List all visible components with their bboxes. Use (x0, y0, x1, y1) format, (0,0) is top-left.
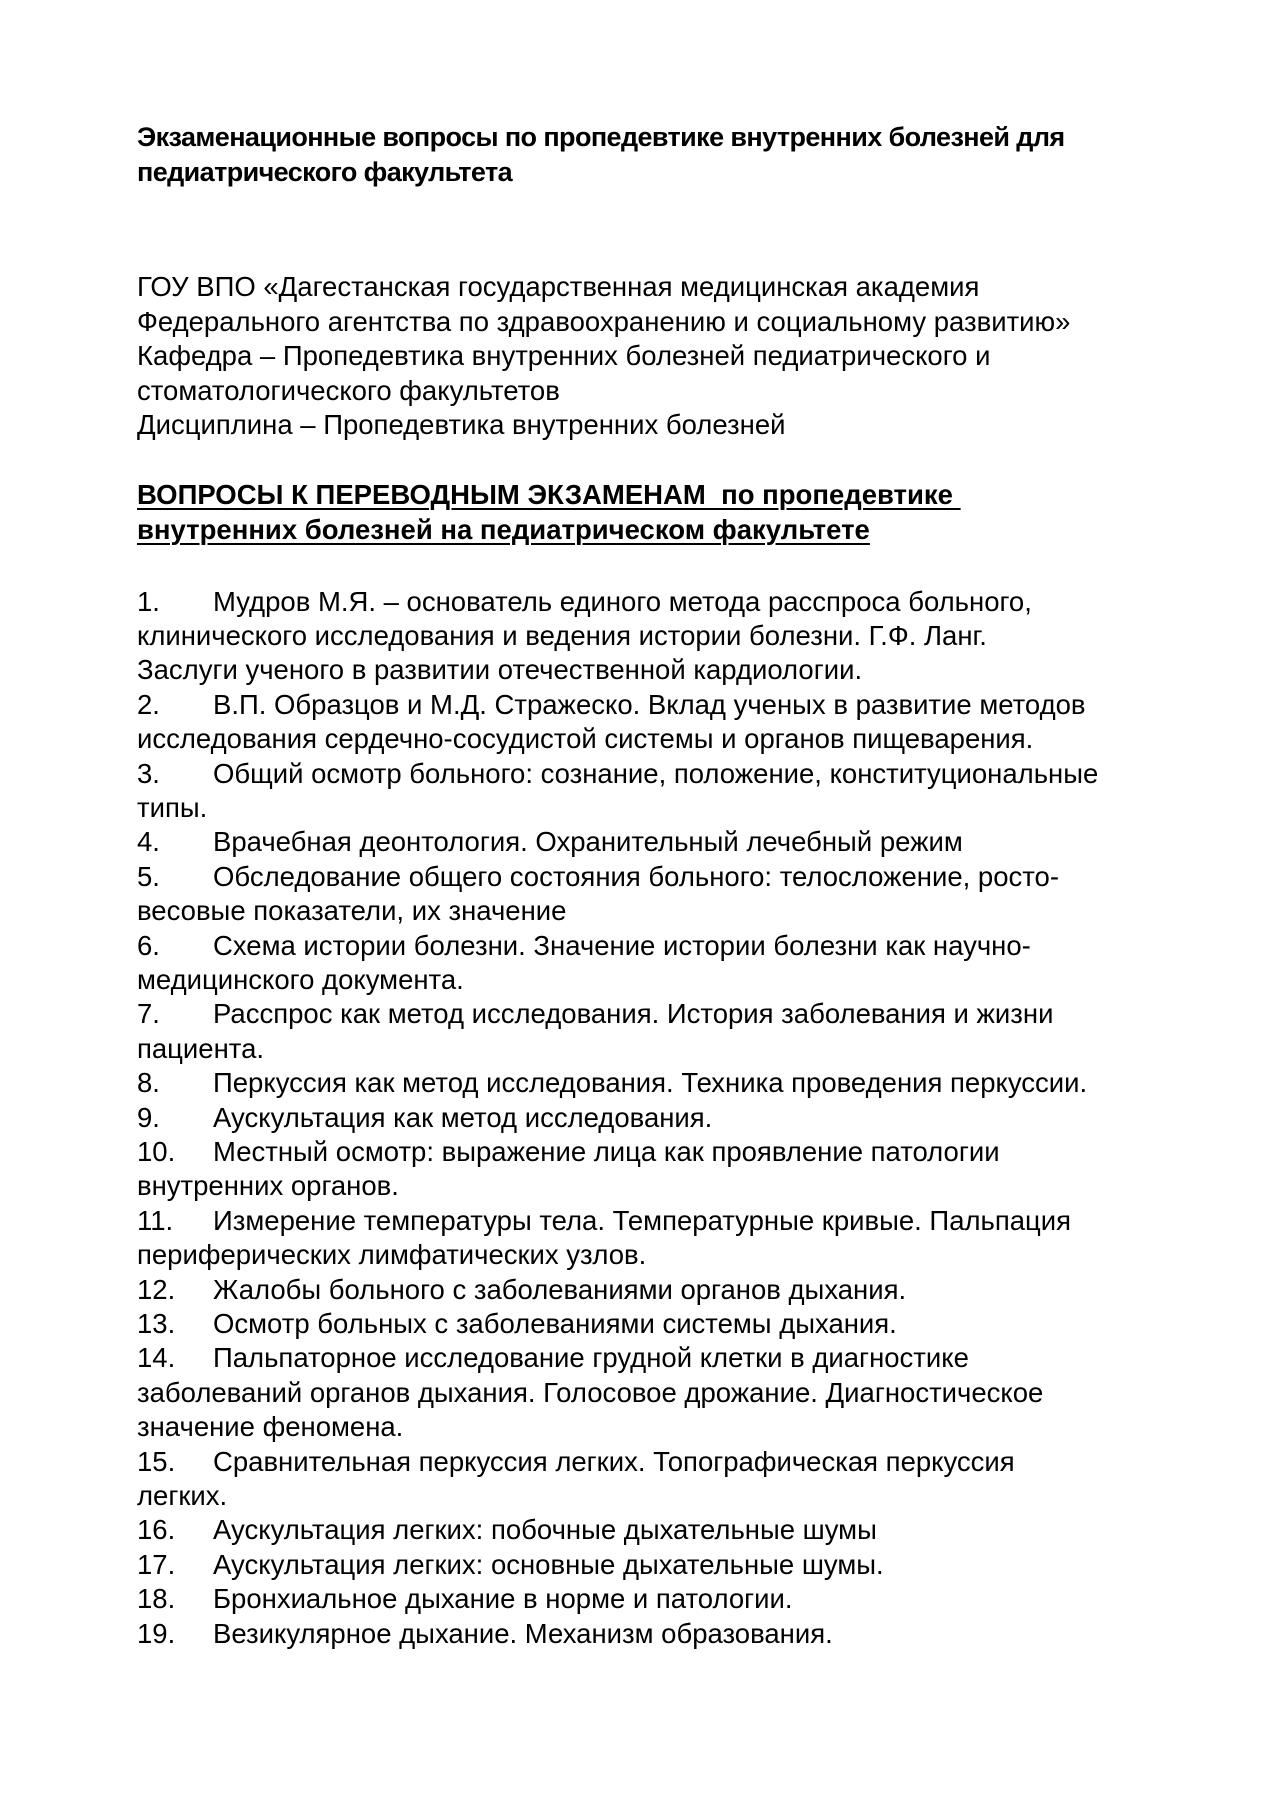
question-item (137, 1204, 1187, 1273)
question-item (137, 1341, 1187, 1444)
question-number: 13. (137, 1308, 176, 1340)
question-item (137, 860, 1187, 929)
question-text: Аускультация легких: основные дыхательные шумы. (213, 1548, 884, 1580)
question-number: 9. (137, 1101, 160, 1133)
question-number: 2. (137, 688, 160, 720)
question-line (137, 1582, 1187, 1616)
question-number: 11. (137, 1204, 174, 1236)
question-line: клинического исследования и ведения истории болезни. Г.Ф. Ланг. (137, 619, 987, 651)
question-item (137, 1445, 1187, 1514)
question-number: 1. (137, 585, 160, 617)
question-line (137, 1101, 1187, 1135)
question-item (137, 1101, 1187, 1135)
question-line: исследования сердечно-сосудистой системы и органов пищеварения. (137, 723, 1034, 755)
question-line (137, 585, 1187, 619)
info-line: Кафедра – Пропедевтика внутренних болезней педиатрического и (137, 340, 991, 371)
question-text: Измерение температуры тела. Температурные кривые. Пальпация (213, 1204, 1072, 1236)
question-text: Врачебная деонтология. Охранительный лечебный режим (213, 826, 963, 858)
question-item (137, 997, 1187, 1066)
question-text: Аускультация как метод исследования. (213, 1101, 713, 1133)
question-line: значение феномена. (137, 1411, 404, 1443)
question-text: Перкуссия как метод исследования. Техника проведения перкуссии. (213, 1067, 1088, 1099)
question-line: внутренних органов. (137, 1170, 399, 1202)
question-text: Бронхиальное дыхание в норме и патологии. (213, 1583, 793, 1615)
question-item (137, 585, 1187, 688)
question-number: 7. (137, 998, 160, 1030)
question-line: заболеваний органов дыхания. Голосовое дрожание. Диагностическое (137, 1376, 1044, 1408)
question-item (137, 1307, 1187, 1341)
question-text: В.П. Образцов и М.Д. Стражеско. Вклад ученых в развитие методов (213, 688, 1086, 720)
question-text: Аускультация легких: побочные дыхательные шумы (213, 1514, 877, 1546)
question-item (137, 929, 1187, 998)
question-text: Пальпаторное исследование грудной клетки в диагностике (213, 1342, 969, 1374)
question-line: пациента. (137, 1032, 264, 1064)
question-number: 16. (137, 1514, 176, 1546)
question-number: 17. (137, 1548, 176, 1580)
question-text: Осмотр больных с заболеваниями системы дыхания. (213, 1308, 897, 1340)
info-line: Дисциплина – Пропедевтика внутренних болезней (137, 409, 786, 440)
question-line (137, 1617, 1187, 1651)
question-number: 10. (137, 1136, 176, 1167)
question-line (137, 1135, 1187, 1169)
question-text: Местный осмотр: выражение лица как проявление патологии (213, 1136, 1000, 1167)
question-text: Общий осмотр больного: сознание, положение, конституциональные (213, 757, 1099, 789)
question-line (137, 825, 1187, 859)
question-text: Обследование общего состояния больного: телосложение, росто- (213, 860, 1060, 892)
question-line: периферических лимфатических узлов. (137, 1239, 647, 1271)
question-line (137, 688, 1187, 722)
section-heading (137, 477, 1187, 547)
info-line: стоматологического факультетов (137, 374, 560, 406)
question-line (137, 1341, 1187, 1375)
question-line (137, 1204, 1187, 1238)
question-number: 5. (137, 860, 160, 892)
title-line: Экзаменационные вопросы по пропедевтике внутренних болезней для (137, 122, 1065, 152)
institution-info (137, 270, 1187, 443)
question-number: 18. (137, 1583, 176, 1615)
question-line (137, 1273, 1187, 1307)
question-text: Мудров М.Я. – основатель единого метода расспроса больного, (213, 585, 1032, 617)
question-number: 8. (137, 1067, 160, 1099)
info-line: Федерального агентства по здравоохранению и социальному развитию» (137, 305, 1071, 337)
question-number: 6. (137, 929, 160, 961)
question-line (137, 1513, 1187, 1547)
question-item (137, 688, 1187, 757)
question-item (137, 825, 1187, 859)
question-text: Схема истории болезни. Значение истории болезни как научно- (213, 929, 1031, 961)
question-number: 19. (137, 1617, 176, 1649)
question-item (137, 1513, 1187, 1547)
question-line: медицинского документа. (137, 963, 464, 995)
question-text: Сравнительная перкуссия легких. Топографическая перкуссия (213, 1445, 1015, 1477)
question-item (137, 1582, 1187, 1616)
question-item (137, 1066, 1187, 1100)
question-item (137, 1548, 1187, 1582)
question-item (137, 757, 1187, 826)
question-line (137, 929, 1187, 963)
question-line (137, 1307, 1187, 1341)
question-number: 14. (137, 1342, 176, 1374)
question-text: Жалобы больного с заболеваниями органов дыхания. (213, 1273, 907, 1305)
question-line (137, 1445, 1187, 1479)
info-line: ГОУ ВПО «Дагестанская государственная медицинская академия (137, 271, 980, 302)
question-number: 15. (137, 1445, 176, 1477)
question-line (137, 1066, 1187, 1100)
question-line (137, 860, 1187, 894)
title-line: педиатрического факультета (137, 157, 512, 187)
question-line: типы. (137, 791, 208, 823)
question-line: весовые показатели, их значение (137, 895, 567, 927)
question-line: Заслуги ученого в развитии отечественной кардиологии. (137, 654, 863, 686)
question-line (137, 997, 1187, 1031)
question-item (137, 1135, 1187, 1204)
section-heading-line: ВОПРОСЫ К ПЕРЕВОДНЫМ ЭКЗАМЕНАМ по пропедевтике (137, 478, 961, 510)
question-number: 3. (137, 757, 160, 789)
question-item (137, 1617, 1187, 1651)
question-line (137, 1548, 1187, 1582)
question-text: Расспрос как метод исследования. История заболевания и жизни (213, 998, 1054, 1030)
document-title (137, 120, 1187, 190)
question-item (137, 1273, 1187, 1307)
question-line (137, 757, 1187, 791)
section-heading-line: внутренних болезней на педиатрическом факультете (137, 513, 870, 545)
question-number: 12. (137, 1273, 176, 1305)
question-line: легких. (137, 1480, 228, 1512)
document-page (137, 120, 1187, 1651)
question-text: Везикулярное дыхание. Механизм образования. (213, 1617, 833, 1649)
question-number: 4. (137, 826, 160, 858)
question-list (137, 585, 1187, 1652)
